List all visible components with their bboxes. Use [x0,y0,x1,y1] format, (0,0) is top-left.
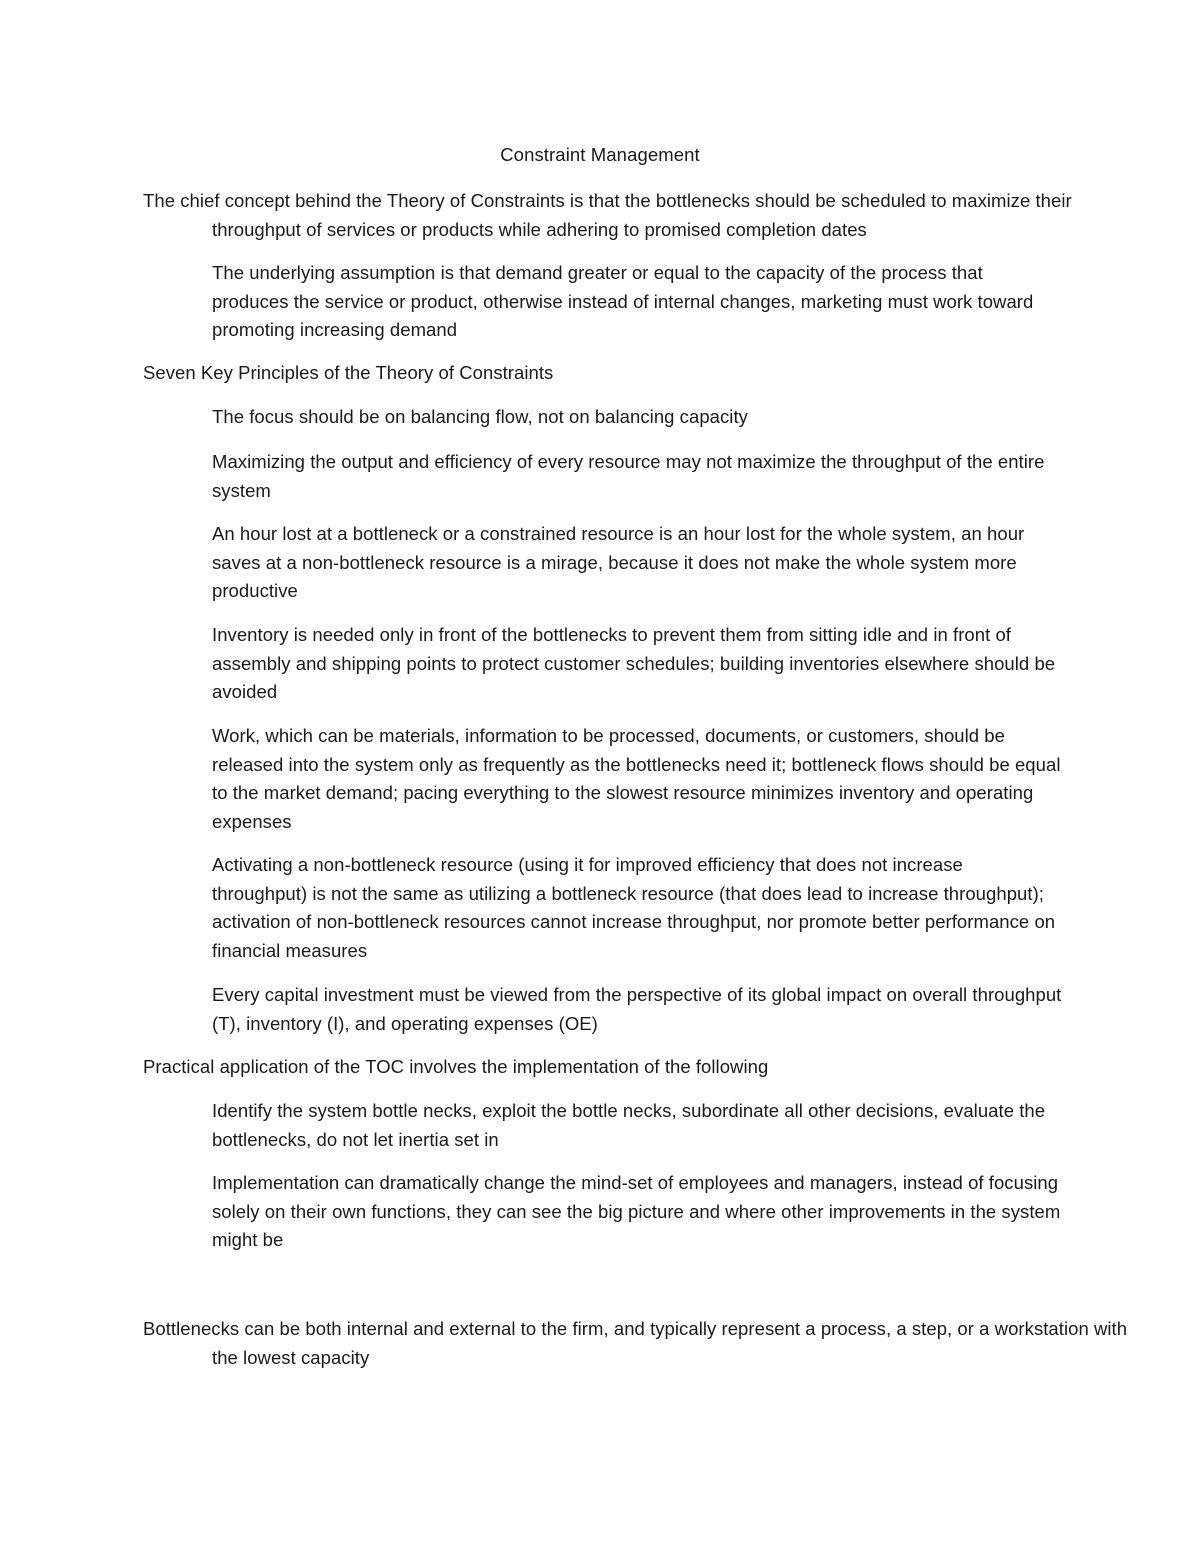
paragraph-toc-concept: The chief concept behind the Theory of Constraints is that the bottlenecks should be scheduled to maximize their throughput of services or products while adhering to promised completion dates [143,190,1072,240]
paragraph-underlying-assumption: The underlying assumption is that demand greater or equal to the capacity of the process that produces the service or product, otherwise instead of internal changes, marketing must work toward promoting increasing demand [212,262,1034,341]
section-heading-practical-application: Practical application of the TOC involves the implementation of the following [143,1056,769,1077]
principle-3: An hour lost at a bottleneck or a constrained resource is an hour lost for the whole system, an hour saves at a non-bottleneck resource is a mirage, because it does not make the whole system more productive [212,523,1025,602]
page-title: Constraint Management [500,144,700,165]
paragraph-bottlenecks: Bottlenecks can be both internal and external to the firm, and typically represent a process, a step, or a workstation with the lowest capacity [143,1318,1128,1368]
principle-5: Work, which can be materials, information to be processed, documents, or customers, should be released into the system only as frequently as the bottlenecks need it; bottleneck flows should be equal to the market demand; pacing everything to the slowest resource minimizes inventory and operating expenses [212,725,1061,832]
principle-6: Activating a non-bottleneck resource (using it for improved efficiency that does not increase throughput) is not the same as utilizing a bottleneck resource (that does lead to increase throughput); activation of non-bottleneck resources cannot increase throughput, nor promote better performance on financial measures [212,854,1056,961]
section-heading-seven-principles: Seven Key Principles of the Theory of Constraints [143,362,554,383]
principle-2: Maximizing the output and efficiency of every resource may not maximize the throughput of the entire system [212,451,1045,501]
principle-7: Every capital investment must be viewed from the perspective of its global impact on overall throughput (T), inventory (I), and operating expenses (OE) [212,984,1062,1034]
principle-4: Inventory is needed only in front of the bottlenecks to prevent them from sitting idle and in front of assembly and shipping points to protect customer schedules; building inventories elsewhere should be avoided [212,624,1056,703]
application-step-2: Implementation can dramatically change the mind-set of employees and managers, instead of focusing solely on their own functions, they can see the big picture and where other improvements in the system might be [212,1172,1061,1251]
principle-1: The focus should be on balancing flow, not on balancing capacity [212,406,748,427]
application-step-1: Identify the system bottle necks, exploit the bottle necks, subordinate all other decisions, evaluate the bottlenecks, do not let inertia set in [212,1100,1046,1150]
